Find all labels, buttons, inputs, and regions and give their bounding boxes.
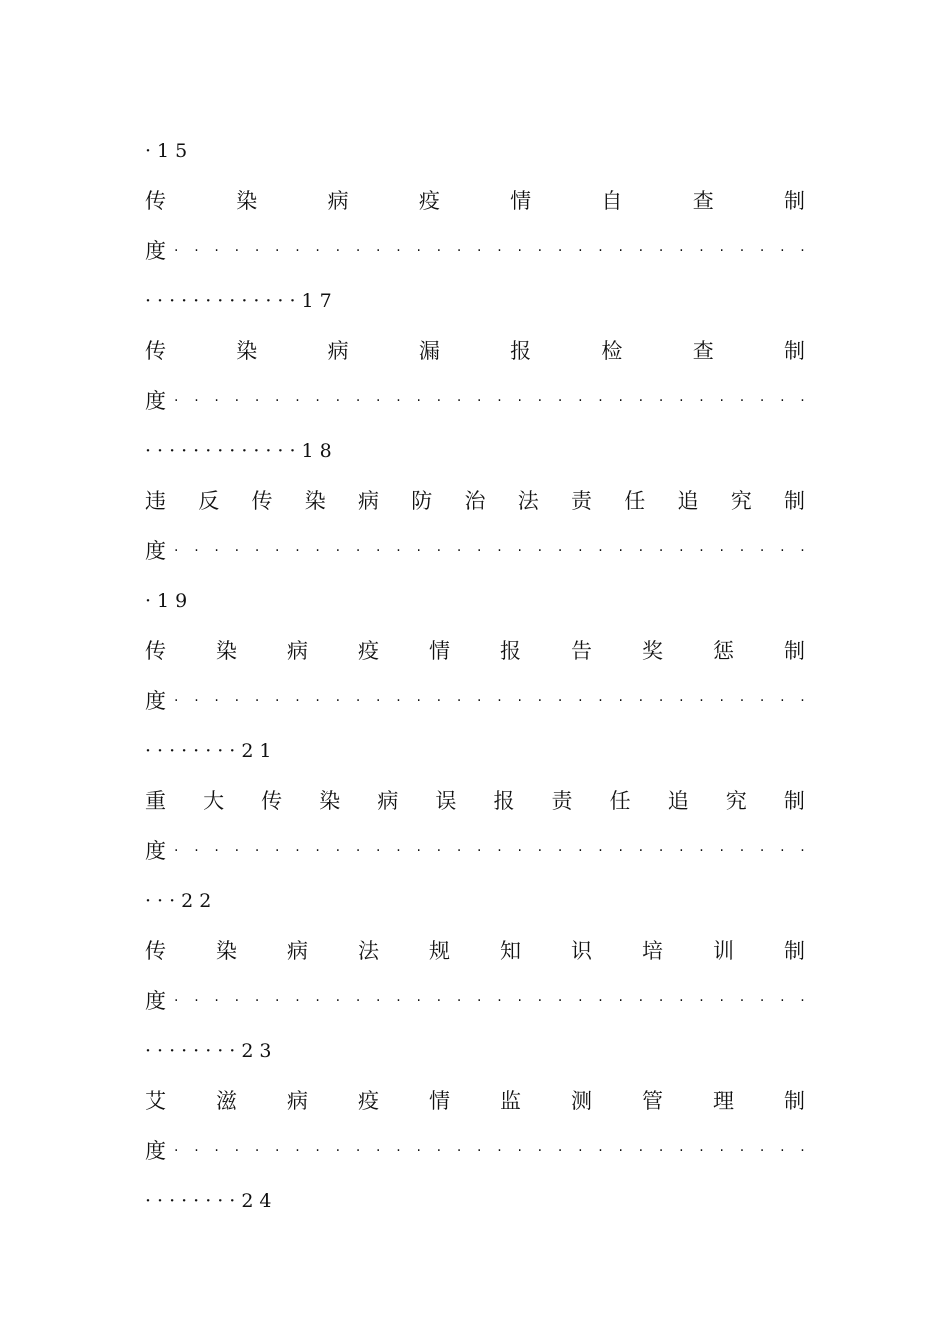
- toc-leader-row: [145, 236, 805, 266]
- title-char: 告: [571, 639, 592, 663]
- title-char: 重: [145, 789, 166, 813]
- title-char: 报: [500, 639, 521, 663]
- toc-page-number: ·15: [145, 140, 194, 162]
- title-char: 传: [145, 339, 166, 363]
- title-char: 责: [551, 789, 573, 813]
- title-char: 染: [319, 789, 341, 813]
- title-tail-char: 度: [145, 239, 166, 263]
- title-char: 制: [784, 639, 805, 663]
- title-char: 规: [429, 939, 450, 963]
- title-char: 大: [203, 789, 225, 813]
- title-char: 传: [251, 489, 273, 513]
- toc-page-number: ···22: [145, 890, 218, 912]
- title-char: 法: [358, 939, 379, 963]
- title-char: 病: [327, 339, 349, 363]
- title-char: 任: [624, 489, 646, 513]
- title-char: 防: [411, 489, 433, 513]
- title-char: 培: [642, 939, 663, 963]
- title-char: 知: [500, 939, 521, 963]
- title-char: 管: [642, 1089, 663, 1113]
- title-char: 报: [510, 339, 532, 363]
- title-char: 漏: [418, 339, 440, 363]
- title-char: 传: [145, 639, 166, 663]
- toc-leader-row: [145, 686, 805, 716]
- title-char: 理: [713, 1089, 734, 1113]
- toc-leader-row: [145, 986, 805, 1016]
- title-char: 制: [783, 189, 805, 213]
- title-char: 追: [667, 789, 689, 813]
- title-char: 反: [198, 489, 220, 513]
- toc-page-number: ·19: [145, 590, 194, 612]
- toc-leader-row: [145, 1136, 805, 1166]
- title-char: 情: [429, 1089, 450, 1113]
- title-char: 染: [236, 339, 258, 363]
- title-char: 染: [216, 939, 237, 963]
- title-char: 疫: [418, 189, 440, 213]
- title-char: 制: [784, 939, 805, 963]
- title-char: 病: [287, 639, 308, 663]
- toc-entry-title[interactable]: [145, 1086, 805, 1116]
- title-char: 检: [601, 339, 623, 363]
- toc-entry-title[interactable]: [145, 186, 805, 216]
- title-char: 滋: [216, 1089, 237, 1113]
- title-char: 制: [784, 489, 805, 513]
- title-tail-char: 度: [145, 1139, 166, 1163]
- title-char: 治: [464, 489, 486, 513]
- title-char: 情: [429, 639, 450, 663]
- title-char: 传: [145, 939, 166, 963]
- dot-leader: · · · · · · · · · · · · · · · · · · · · · · · · · · · · · · · ·: [174, 1143, 805, 1159]
- title-char: 病: [377, 789, 399, 813]
- title-tail-char: 度: [145, 839, 166, 863]
- toc-leader-row: [145, 836, 805, 866]
- dot-leader: · · · · · · · · · · · · · · · · · · · · · · · · · · · · · · · ·: [174, 543, 805, 559]
- title-char: 病: [358, 489, 379, 513]
- title-char: 染: [304, 489, 326, 513]
- title-char: 训: [713, 939, 734, 963]
- dot-leader: · · · · · · · · · · · · · · · · · · · · · · · · · · · · · · · ·: [174, 243, 805, 259]
- title-char: 法: [517, 489, 539, 513]
- title-char: 病: [287, 1089, 308, 1113]
- title-char: 测: [571, 1089, 592, 1113]
- toc-leader-row: [145, 386, 805, 416]
- toc-page-number: ········24: [145, 1190, 278, 1212]
- toc-entry-title[interactable]: [145, 936, 805, 966]
- title-char: 究: [725, 789, 747, 813]
- title-char: 染: [216, 639, 237, 663]
- title-char: 惩: [713, 639, 734, 663]
- title-tail-char: 度: [145, 389, 166, 413]
- title-char: 染: [236, 189, 258, 213]
- title-char: 查: [692, 189, 714, 213]
- title-char: 传: [261, 789, 283, 813]
- title-tail-char: 度: [145, 539, 166, 563]
- dot-leader: · · · · · · · · · · · · · · · · · · · · · · · · · · · · · · · ·: [174, 693, 805, 709]
- title-char: 情: [510, 189, 532, 213]
- title-char: 疫: [358, 639, 379, 663]
- toc-page-number: ········21: [145, 740, 278, 762]
- title-char: 任: [609, 789, 631, 813]
- title-char: 识: [571, 939, 592, 963]
- title-tail-char: 度: [145, 689, 166, 713]
- dot-leader: · · · · · · · · · · · · · · · · · · · · · · · · · · · · · · · ·: [174, 993, 805, 1009]
- toc-entry-title[interactable]: [145, 636, 805, 666]
- title-char: 违: [145, 489, 166, 513]
- title-char: 追: [677, 489, 699, 513]
- title-char: 奖: [642, 639, 663, 663]
- title-char: 艾: [145, 1089, 166, 1113]
- title-char: 查: [692, 339, 714, 363]
- title-char: 制: [783, 339, 805, 363]
- dot-leader: · · · · · · · · · · · · · · · · · · · · · · · · · · · · · · · ·: [174, 843, 805, 859]
- title-char: 责: [571, 489, 592, 513]
- title-tail-char: 度: [145, 989, 166, 1013]
- title-char: 监: [500, 1089, 521, 1113]
- title-char: 疫: [358, 1089, 379, 1113]
- title-char: 病: [287, 939, 308, 963]
- title-char: 病: [327, 189, 349, 213]
- toc-leader-row: [145, 536, 805, 566]
- toc-page-number: ········23: [145, 1040, 278, 1062]
- title-char: 究: [730, 489, 752, 513]
- toc-entry-title[interactable]: [145, 486, 805, 516]
- toc-page-number: ·············18: [145, 440, 338, 462]
- title-char: 制: [784, 1089, 805, 1113]
- title-char: 报: [493, 789, 515, 813]
- toc-entry-title[interactable]: [145, 336, 805, 366]
- toc-entry-title[interactable]: [145, 786, 805, 816]
- dot-leader: · · · · · · · · · · · · · · · · · · · · · · · · · · · · · · · ·: [174, 393, 805, 409]
- title-char: 传: [145, 189, 166, 213]
- title-char: 制: [783, 789, 805, 813]
- title-char: 误: [435, 789, 457, 813]
- title-char: 自: [601, 189, 623, 213]
- toc-page-number: ·············17: [145, 290, 338, 312]
